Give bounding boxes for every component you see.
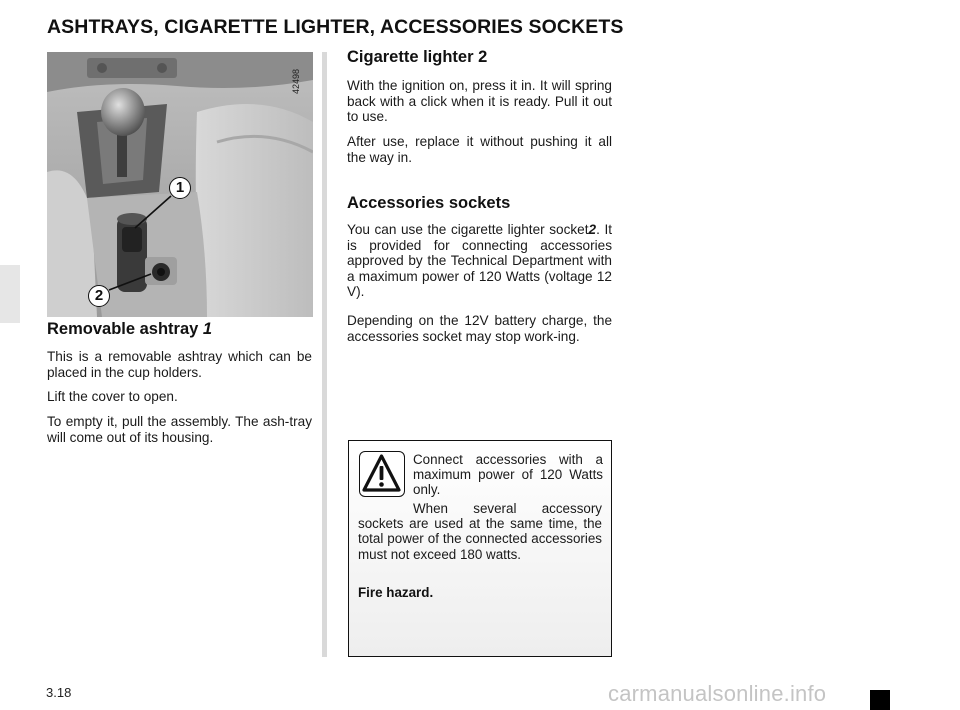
sockets-paragraph-2: Depending on the 12V battery charge, the accessories socket may stop work-ing. — [347, 313, 612, 344]
sockets-paragraph-1: You can use the cigarette lighter socket2. It is provided for connecting accessories approved by the Technical Department with a maximum power of 120 Watts (voltage 12 V). — [347, 222, 612, 299]
corner-mark — [870, 690, 890, 710]
callout-1: 1 — [169, 177, 191, 199]
ashtray-paragraph-3: To empty it, pull the assembly. The ash-tray will come out of its housing. — [47, 414, 312, 445]
ashtray-heading: Removable ashtray 1 — [47, 320, 213, 338]
warning-text-2: When several accessory sockets are used at the same time, the total power of the connected accessories must not exceed 180 watts. — [358, 501, 602, 562]
ashtray-paragraph-1: This is a removable ashtray which can be placed in the cup holders. — [47, 349, 312, 380]
chapter-tab — [0, 265, 20, 323]
column-divider — [322, 52, 327, 657]
warning-hazard: Fire hazard. — [358, 585, 434, 600]
lighter-heading: Cigarette lighter 2 — [347, 48, 488, 66]
warning-text-1: Connect accessories with a maximum power of 120 Watts only. — [413, 452, 603, 498]
warning-box — [348, 440, 612, 657]
sockets-heading: Accessories sockets — [347, 194, 511, 212]
lighter-paragraph-1: With the ignition on, press it in. It will spring back with a click when it is ready. Pull it out to use. — [347, 78, 612, 124]
warning-triangle-icon — [359, 451, 405, 497]
lighter-paragraph-2: After use, replace it without pushing it all the way in. — [347, 134, 612, 165]
figure-code: 42498 — [291, 68, 301, 94]
callout-2: 2 — [88, 285, 110, 307]
page-title: ASHTRAYS, CIGARETTE LIGHTER, ACCESSORIES SOCKETS — [47, 16, 624, 38]
ashtray-paragraph-2: Lift the cover to open. — [47, 389, 178, 404]
watermark-text: carmanualsonline.info — [608, 681, 827, 706]
page-number: 3.18 — [46, 685, 72, 700]
